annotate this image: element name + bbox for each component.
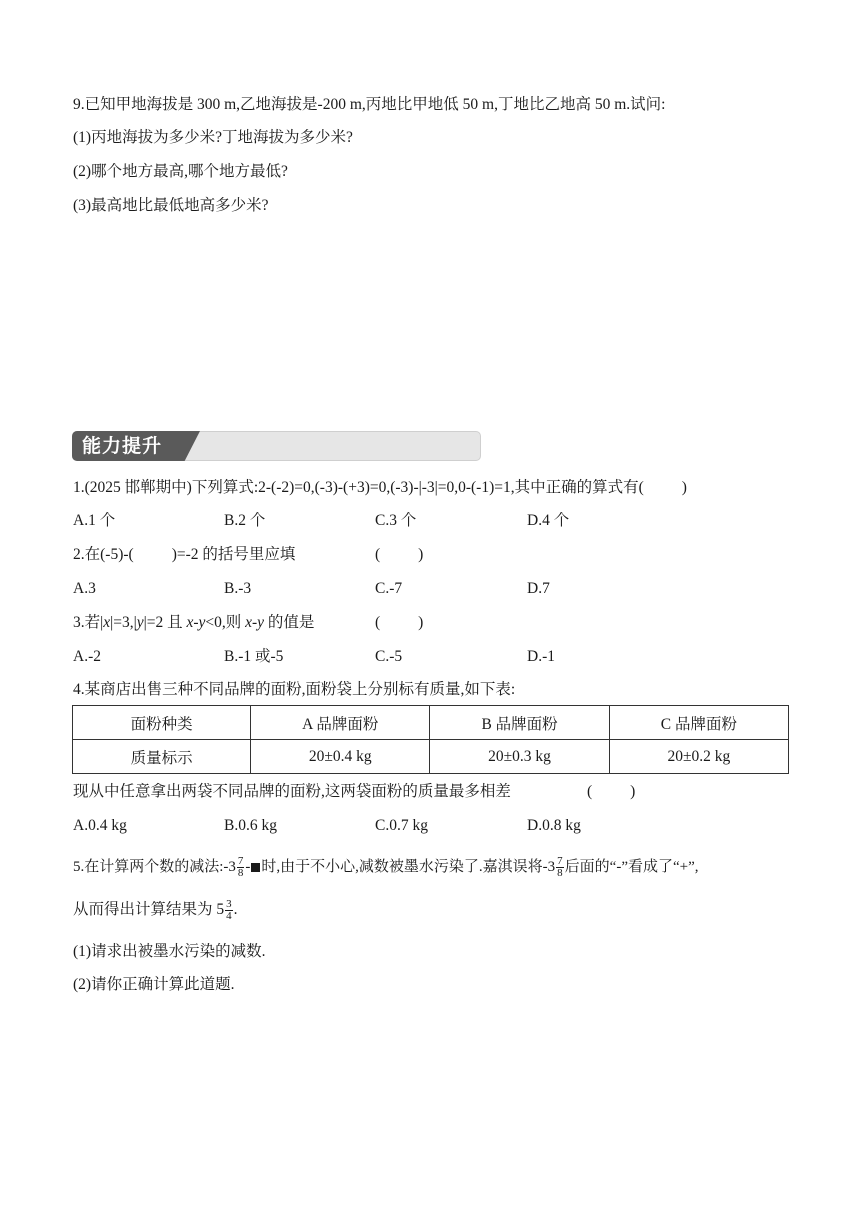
q1-option-b: B.2 个 — [224, 512, 266, 529]
q4-answer-paren — [587, 782, 635, 802]
q2-answer-paren — [375, 545, 423, 565]
table-header-cell: C 品牌面粉 — [609, 706, 788, 740]
q3-text-5: 的值是 — [264, 614, 315, 631]
q2-stem-b: )=-2 的括号里应填 — [171, 546, 296, 563]
q5-frac2-num: 7 — [557, 855, 563, 867]
q9-part-3: (3)最高地比最低地高多少米? — [73, 197, 269, 214]
q2-paren-open: ( — [375, 546, 381, 563]
q5-stem-line2 — [73, 899, 238, 922]
q5-text-a: 5.在计算两个数的减法:-3 — [73, 858, 236, 875]
table-header-cell: 面粉种类 — [73, 706, 251, 740]
q3-text-4: <0,则 — [205, 614, 246, 631]
q2-option-c: C.-7 — [375, 580, 403, 597]
q5-frac1-num: 7 — [237, 855, 244, 867]
q3-option-b: B.-1 或-5 — [224, 648, 284, 665]
q4-paren-close: ) — [630, 783, 636, 800]
table-cell: 20±0.4 kg — [251, 740, 430, 774]
q4-stem: 4.某商店出售三种不同品牌的面粉,面粉袋上分别标有质量,如下表: — [73, 681, 516, 698]
q5-text-c: 时,由于不小心,减数被墨水污染了.嘉淇误将-3 — [261, 858, 556, 875]
q5-text-d: 后面的“-”看成了“+”, — [564, 858, 699, 875]
table-cell: 20±0.2 kg — [609, 740, 788, 774]
q9-part-1: (1)丙地海拔为多少米?丁地海拔为多少米? — [73, 129, 353, 146]
table-header-cell: B 品牌面粉 — [430, 706, 609, 740]
q3-var-x: x — [103, 614, 111, 631]
q3-text-2: |=3,| — [110, 614, 137, 631]
q3-stem — [73, 613, 314, 633]
q3-option-a: A.-2 — [73, 648, 101, 665]
table-row — [73, 740, 789, 774]
q3-option-c: C.-5 — [375, 648, 403, 665]
q5-part-2: (2)请你正确计算此道题. — [73, 976, 235, 993]
flour-table — [72, 705, 789, 774]
q5-stem — [73, 856, 699, 879]
table-cell: 20±0.3 kg — [430, 740, 609, 774]
q3-expr-x-minus-y-2: x-y — [245, 614, 265, 631]
q5-fraction-3 — [225, 899, 233, 922]
q1-stem-text: 1.(2025 邯郸期中)下列算式:2-(-2)=0,(-3)-(+3)=0,(-3)-|-3|=0,0-(-1)=1,其中正确的算式有( — [73, 479, 644, 496]
q4-option-a: A.0.4 kg — [73, 817, 127, 834]
ink-blot-icon — [251, 863, 260, 872]
q3-paren-close: ) — [418, 614, 424, 631]
q4-option-c: C.0.7 kg — [375, 817, 428, 834]
q9-stem: 9.已知甲地海拔是 300 m,乙地海拔是-200 m,丙地比甲地低 50 m,丁地比乙地高 50 m.试问: — [73, 96, 666, 113]
q4-paren-open: ( — [587, 783, 593, 800]
q3-option-d: D.-1 — [527, 648, 555, 665]
section-title: 能力提升 — [82, 435, 163, 457]
q3-expr-x-minus-y: x-y — [186, 614, 206, 631]
q5-frac2-den: 8 — [557, 867, 563, 879]
q3-text-3: |=2 且 — [143, 614, 187, 631]
q1-paren-close: ) — [681, 479, 687, 496]
q4-option-d: D.0.8 kg — [527, 817, 581, 834]
q5-text-line2-a: 从而得出计算结果为 5 — [73, 901, 225, 919]
q5-part-1: (1)请求出被墨水污染的减数. — [73, 943, 266, 960]
q1-option-d: D.4 个 — [527, 512, 570, 529]
table-header-row — [73, 706, 789, 740]
q1-option-a: A.1 个 — [73, 512, 116, 529]
q9-part-2: (2)哪个地方最高,哪个地方最低? — [73, 163, 288, 180]
q2-option-d: D.7 — [527, 580, 550, 597]
q2-option-a: A.3 — [73, 580, 96, 597]
q5-frac1-den: 8 — [237, 867, 244, 879]
q4-option-b: B.0.6 kg — [224, 817, 277, 834]
table-header-cell: A 品牌面粉 — [251, 706, 430, 740]
table-cell: 质量标示 — [73, 740, 251, 774]
q3-var-y: y — [136, 614, 144, 631]
q5-minus: - — [245, 858, 251, 875]
q3-paren-open: ( — [375, 614, 381, 631]
q1-stem — [73, 478, 687, 498]
q1-option-c: C.3 个 — [375, 512, 417, 529]
q3-answer-paren — [375, 613, 423, 633]
q3-text-1: 3.若| — [73, 614, 104, 631]
q5-fraction-2 — [556, 856, 564, 879]
q5-fraction-1 — [237, 856, 245, 879]
q2-paren-close: ) — [418, 546, 424, 563]
q2-stem-a: 2.在(-5)-( — [73, 546, 134, 563]
q2-stem — [73, 545, 295, 565]
q4-question: 现从中任意拿出两袋不同品牌的面粉,这两袋面粉的质量最多相差 — [73, 783, 511, 800]
q5-frac3-num: 3 — [226, 898, 232, 910]
q2-option-b: B.-3 — [224, 580, 252, 597]
q5-text-line2-b: . — [233, 901, 238, 919]
q5-frac3-den: 4 — [226, 910, 232, 922]
